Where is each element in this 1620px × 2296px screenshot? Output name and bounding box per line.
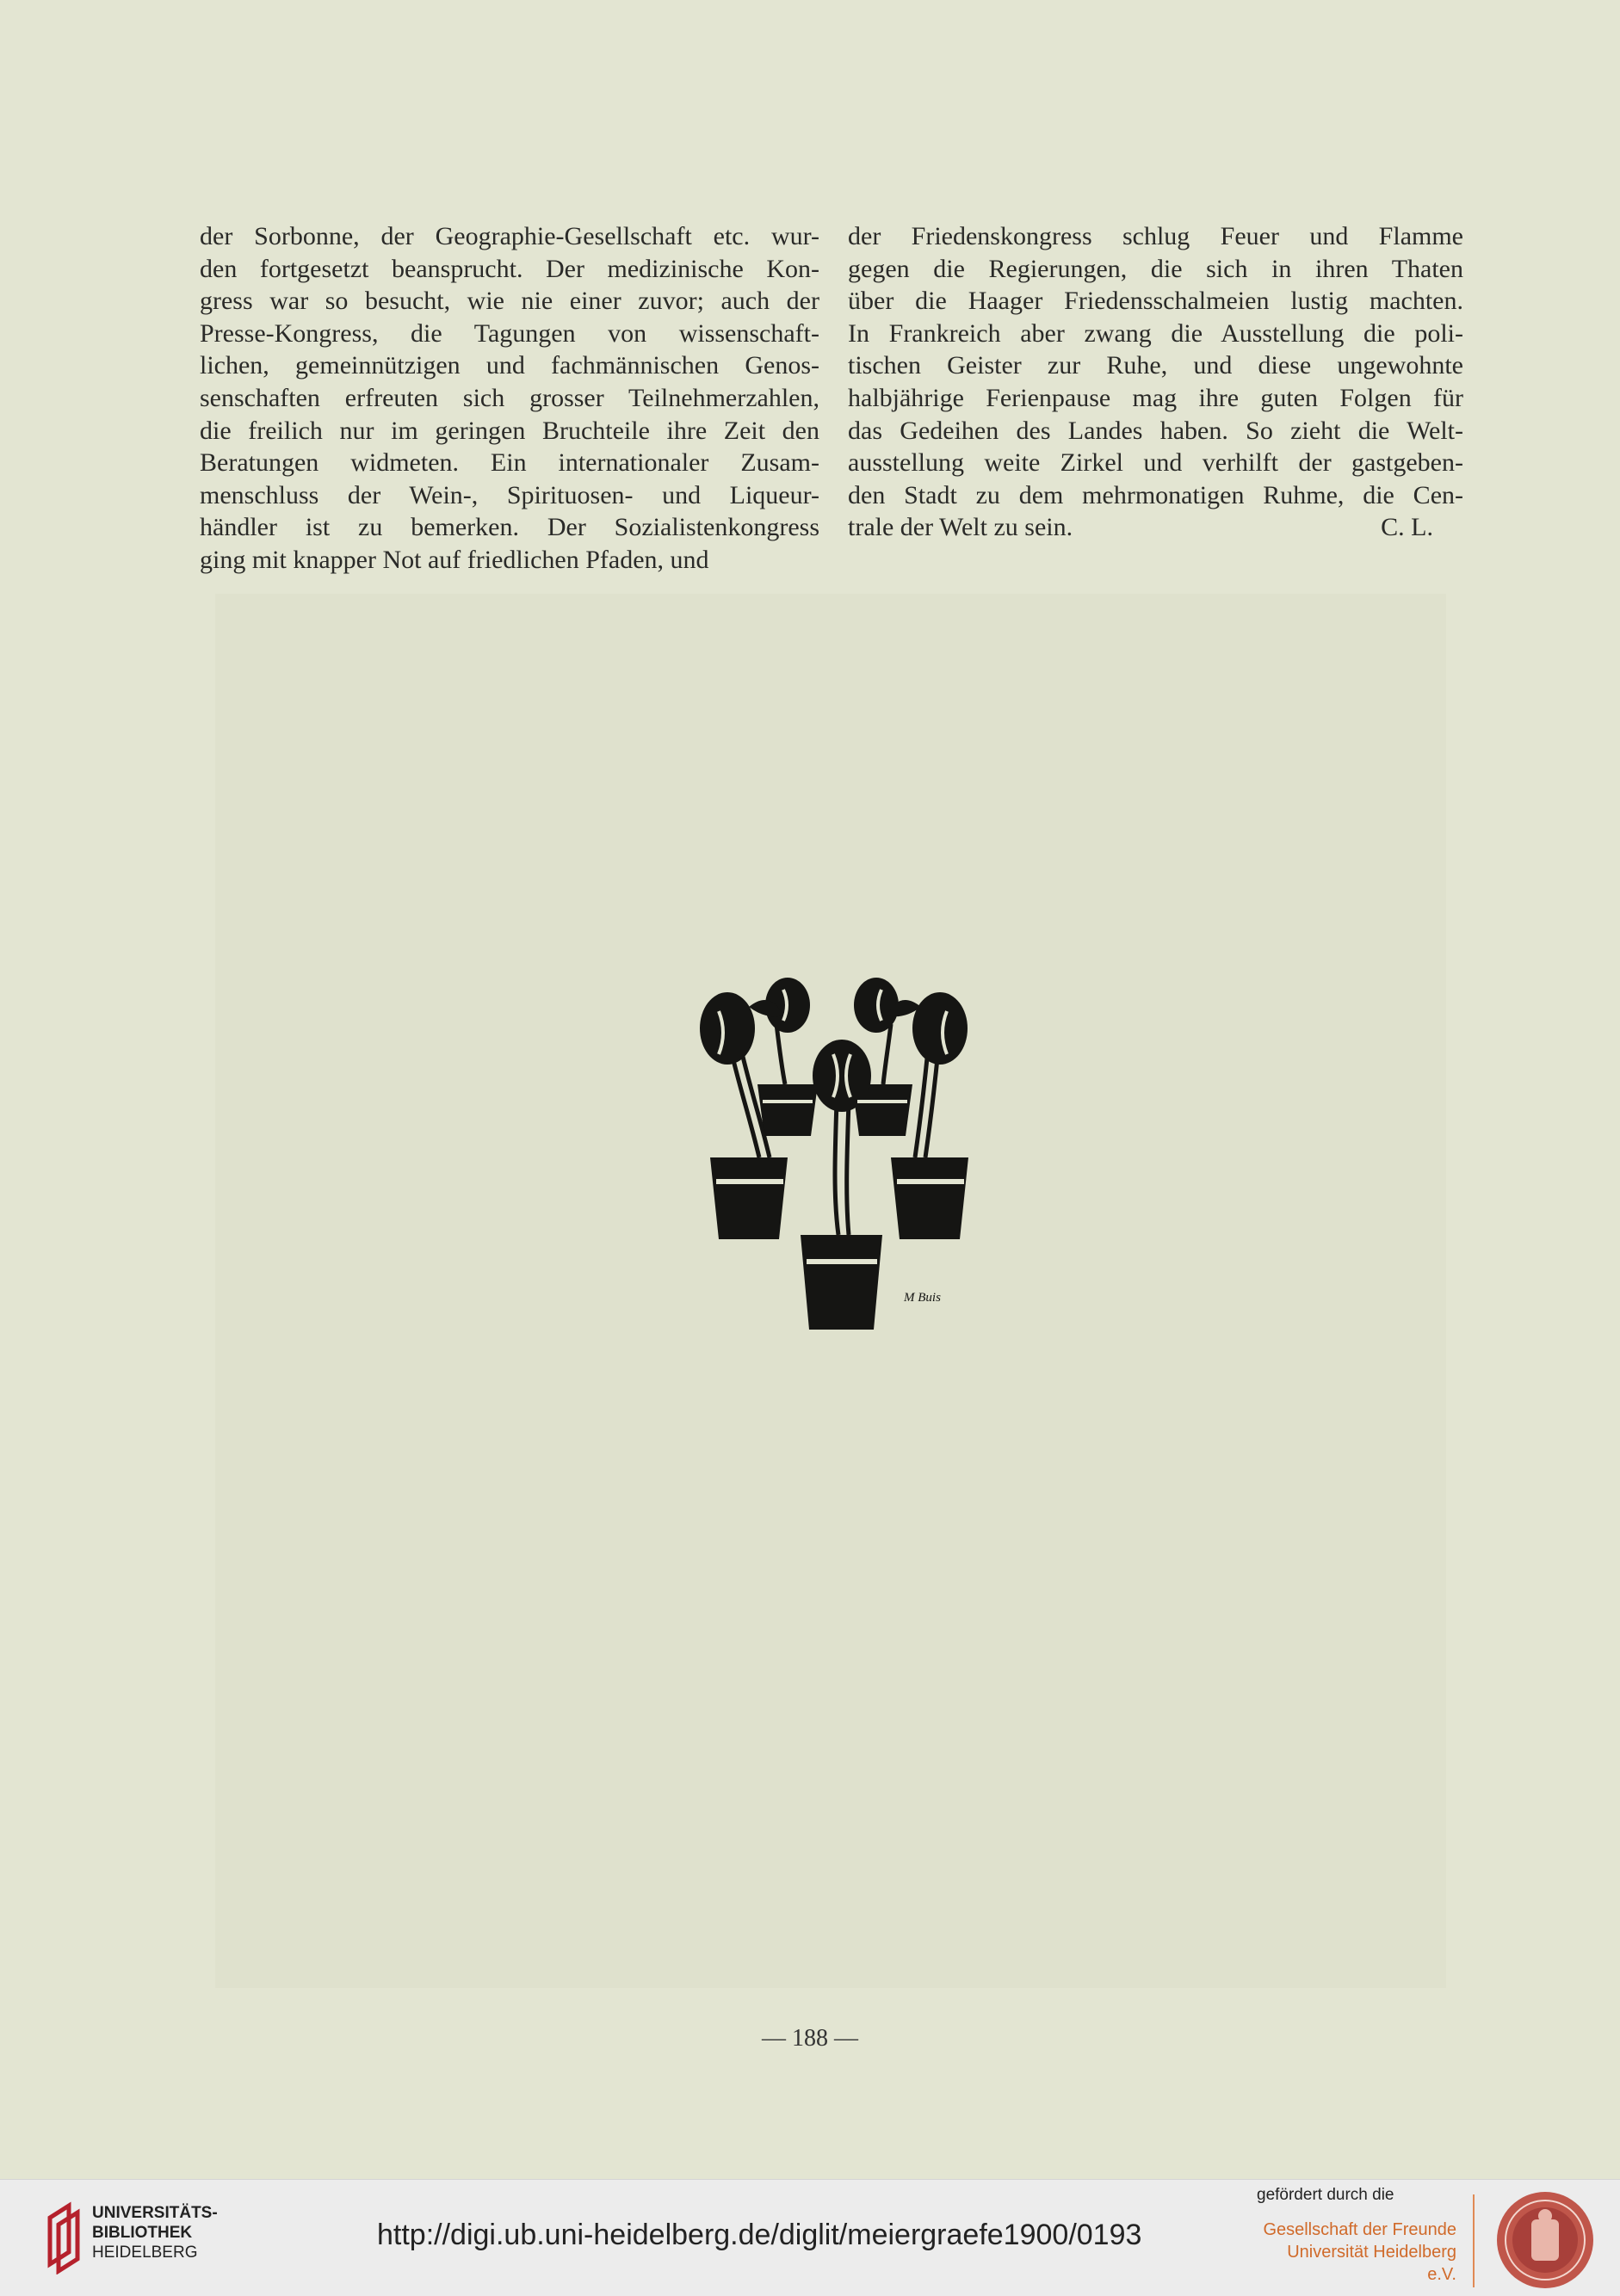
right-column-line: In Frankreich aber zwang die Ausstellung die poli-: [848, 318, 1463, 348]
sponsor-line2: Universität Heidelberg e.V.: [1287, 2243, 1456, 2284]
potted-tulips-illustration: [680, 964, 990, 1342]
article-right-column: [848, 220, 1463, 544]
university-seal-icon[interactable]: [1493, 2188, 1597, 2292]
left-column-line: die freilich nur im geringen Bruchteile ihre Zeit den: [200, 416, 819, 445]
right-column-line: trale der Welt zu sein. C. L.: [848, 511, 1463, 544]
right-column-line: den Stadt zu dem mehrmonatigen Ruhme, die Cen-: [848, 480, 1463, 509]
left-column-line: Beratungen widmeten. Ein internationaler Zusam-: [200, 448, 819, 478]
article-left-column: [200, 220, 819, 577]
ub-heidelberg-logo-icon[interactable]: [43, 2200, 95, 2274]
right-column-line: gegen die Regierungen, die sich in ihren Thaten: [848, 254, 1463, 283]
library-name[interactable]: [92, 2203, 218, 2262]
left-column-line: der Sorbonne, der Geographie-Gesellschaft etc. wur-: [200, 222, 819, 250]
right-column-line: über die Haager Friedensschalmeien lustig machten.: [848, 287, 1463, 316]
left-column-line: menschluss der Wein-, Spirituosen- und Liqueur-: [200, 480, 819, 509]
right-column-line: ausstellung weite Zirkel und verhilft der gastgeben-: [848, 448, 1463, 478]
library-name-line1: UNIVERSITÄTS-: [92, 2204, 218, 2222]
footer-divider: [1473, 2194, 1475, 2287]
library-name-line2: BIBLIOTHEK: [92, 2224, 193, 2242]
left-column-line: senschaften erfreuten sich grosser Teilnehmerzahlen,: [200, 383, 819, 412]
right-column-line: tischen Geister zur Ruhe, und diese ungewohnte: [848, 351, 1463, 380]
author-signature: C. L.: [1381, 513, 1433, 542]
artist-signature: M Buis: [904, 1291, 941, 1305]
left-column-line: den fortgesetzt beansprucht. Der medizinische Kon-: [200, 254, 819, 283]
page-number: — 188 —: [762, 2025, 858, 2052]
sponsor-line1: Gesellschaft der Freunde: [1263, 2220, 1456, 2239]
left-column-line: händler ist zu bemerken. Der Sozialistenkongress: [200, 513, 819, 542]
left-column-line: ging mit knapper Not auf friedlichen Pfaden, und: [200, 545, 709, 574]
library-name-line3: HEIDELBERG: [92, 2244, 198, 2262]
left-column-line: gress war so besucht, wie nie einer zuvor; auch der: [200, 287, 819, 316]
right-column-line: das Gedeihen des Landes haben. So zieht die Welt-: [848, 416, 1463, 445]
left-column-line: Presse-Kongress, die Tagungen von wissenschaft-: [200, 318, 819, 348]
right-column-line: halbjährige Ferienpause mag ihre guten Folgen für: [848, 383, 1463, 412]
funded-by-label: gefördert durch die: [1257, 2186, 1394, 2204]
permalink-url[interactable]: http://digi.ub.uni-heidelberg.de/diglit/meiergraefe1900/0193: [377, 2219, 1142, 2251]
left-column-line: lichen, gemeinnützigen und fachmännischen Genos-: [200, 351, 819, 380]
right-column-line: der Friedenskongress schlug Feuer und Flamme: [848, 222, 1463, 250]
sponsor-name[interactable]: [1263, 2219, 1456, 2286]
